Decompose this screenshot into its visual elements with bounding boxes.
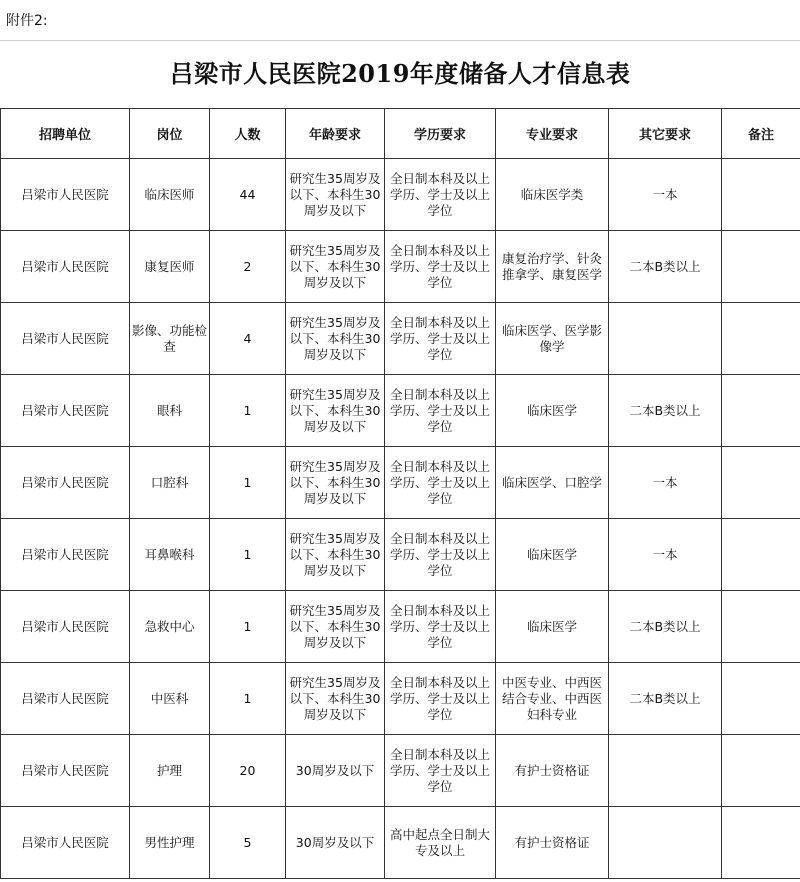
count-cell: 1 [210, 663, 286, 735]
unit-cell: 吕梁市人民医院 [1, 519, 130, 591]
count-cell: 44 [210, 159, 286, 231]
major-cell: 临床医学 [496, 591, 609, 663]
major-cell: 临床医学 [496, 519, 609, 591]
education-cell: 全日制本科及以上学历、学士及以上学位 [385, 663, 496, 735]
other-cell: 二本B类以上 [609, 591, 722, 663]
age-cell: 研究生35周岁及以下、本科生30周岁及以下 [286, 447, 385, 519]
major-cell: 临床医学、口腔学 [496, 447, 609, 519]
table-row [1, 375, 800, 447]
count-cell: 4 [210, 303, 286, 375]
other-cell: 一本 [609, 159, 722, 231]
education-cell: 全日制本科及以上学历、学士及以上学位 [385, 447, 496, 519]
header-cell: 年龄要求 [286, 109, 385, 159]
table-row [1, 735, 800, 807]
other-cell [609, 807, 722, 879]
other-cell: 二本B类以上 [609, 663, 722, 735]
major-cell: 康复治疗学、针灸推拿学、康复医学 [496, 231, 609, 303]
major-cell: 临床医学 [496, 375, 609, 447]
talent-info-table [0, 108, 800, 879]
age-cell: 研究生35周岁及以下、本科生30周岁及以下 [286, 303, 385, 375]
other-cell: 一本 [609, 519, 722, 591]
age-cell: 研究生35周岁及以下、本科生30周岁及以下 [286, 519, 385, 591]
other-cell [609, 303, 722, 375]
count-cell: 5 [210, 807, 286, 879]
table-row [1, 519, 800, 591]
table-row [1, 807, 800, 879]
major-cell: 有护士资格证 [496, 807, 609, 879]
remark-cell [722, 663, 800, 735]
header-cell: 备注 [722, 109, 800, 159]
unit-cell: 吕梁市人民医院 [1, 735, 130, 807]
remark-cell [722, 159, 800, 231]
count-cell: 2 [210, 231, 286, 303]
major-cell: 有护士资格证 [496, 735, 609, 807]
table-row [1, 159, 800, 231]
age-cell: 30周岁及以下 [286, 807, 385, 879]
count-cell: 1 [210, 591, 286, 663]
major-cell: 中医专业、中西医结合专业、中西医妇科专业 [496, 663, 609, 735]
remark-cell [722, 735, 800, 807]
unit-cell: 吕梁市人民医院 [1, 303, 130, 375]
position-cell: 康复医师 [130, 231, 210, 303]
remark-cell [722, 447, 800, 519]
position-cell: 男性护理 [130, 807, 210, 879]
attachment-label: 附件2: [6, 13, 48, 29]
remark-cell [722, 303, 800, 375]
education-cell: 全日制本科及以上学历、学士及以上学位 [385, 375, 496, 447]
count-cell: 20 [210, 735, 286, 807]
major-cell: 临床医学类 [496, 159, 609, 231]
unit-cell: 吕梁市人民医院 [1, 591, 130, 663]
education-cell: 全日制本科及以上学历、学士及以上学位 [385, 591, 496, 663]
table-row [1, 447, 800, 519]
remark-cell [722, 591, 800, 663]
unit-cell: 吕梁市人民医院 [1, 807, 130, 879]
age-cell: 研究生35周岁及以下、本科生30周岁及以下 [286, 375, 385, 447]
table-row [1, 663, 800, 735]
age-cell: 研究生35周岁及以下、本科生30周岁及以下 [286, 159, 385, 231]
unit-cell: 吕梁市人民医院 [1, 231, 130, 303]
count-cell: 1 [210, 519, 286, 591]
education-cell: 全日制本科及以上学历、学士及以上学位 [385, 735, 496, 807]
age-cell: 30周岁及以下 [286, 735, 385, 807]
other-cell: 一本 [609, 447, 722, 519]
position-cell: 口腔科 [130, 447, 210, 519]
remark-cell [722, 519, 800, 591]
remark-cell [722, 375, 800, 447]
other-cell: 二本B类以上 [609, 231, 722, 303]
position-cell: 临床医师 [130, 159, 210, 231]
education-cell: 全日制本科及以上学历、学士及以上学位 [385, 231, 496, 303]
unit-cell: 吕梁市人民医院 [1, 375, 130, 447]
count-cell: 1 [210, 375, 286, 447]
position-cell: 护理 [130, 735, 210, 807]
position-cell: 眼科 [130, 375, 210, 447]
position-cell: 耳鼻喉科 [130, 519, 210, 591]
age-cell: 研究生35周岁及以下、本科生30周岁及以下 [286, 231, 385, 303]
other-cell: 二本B类以上 [609, 375, 722, 447]
table-row [1, 303, 800, 375]
page-title: 吕梁市人民医院2019年度储备人才信息表 [169, 59, 631, 88]
header-cell: 专业要求 [496, 109, 609, 159]
table-row [1, 591, 800, 663]
unit-cell: 吕梁市人民医院 [1, 663, 130, 735]
header-cell: 岗位 [130, 109, 210, 159]
remark-cell [722, 231, 800, 303]
position-cell: 中医科 [130, 663, 210, 735]
header-cell: 其它要求 [609, 109, 722, 159]
education-cell: 全日制本科及以上学历、学士及以上学位 [385, 159, 496, 231]
header-cell: 学历要求 [385, 109, 496, 159]
education-cell: 全日制本科及以上学历、学士及以上学位 [385, 303, 496, 375]
position-cell: 急救中心 [130, 591, 210, 663]
table-row [1, 231, 800, 303]
major-cell: 临床医学、医学影像学 [496, 303, 609, 375]
header-cell: 人数 [210, 109, 286, 159]
unit-cell: 吕梁市人民医院 [1, 447, 130, 519]
age-cell: 研究生35周岁及以下、本科生30周岁及以下 [286, 663, 385, 735]
education-cell: 高中起点全日制大专及以上 [385, 807, 496, 879]
education-cell: 全日制本科及以上学历、学士及以上学位 [385, 519, 496, 591]
other-cell [609, 735, 722, 807]
count-cell: 1 [210, 447, 286, 519]
remark-cell [722, 807, 800, 879]
position-cell: 影像、功能检查 [130, 303, 210, 375]
header-row [1, 109, 800, 159]
unit-cell: 吕梁市人民医院 [1, 159, 130, 231]
age-cell: 研究生35周岁及以下、本科生30周岁及以下 [286, 591, 385, 663]
header-cell: 招聘单位 [1, 109, 130, 159]
